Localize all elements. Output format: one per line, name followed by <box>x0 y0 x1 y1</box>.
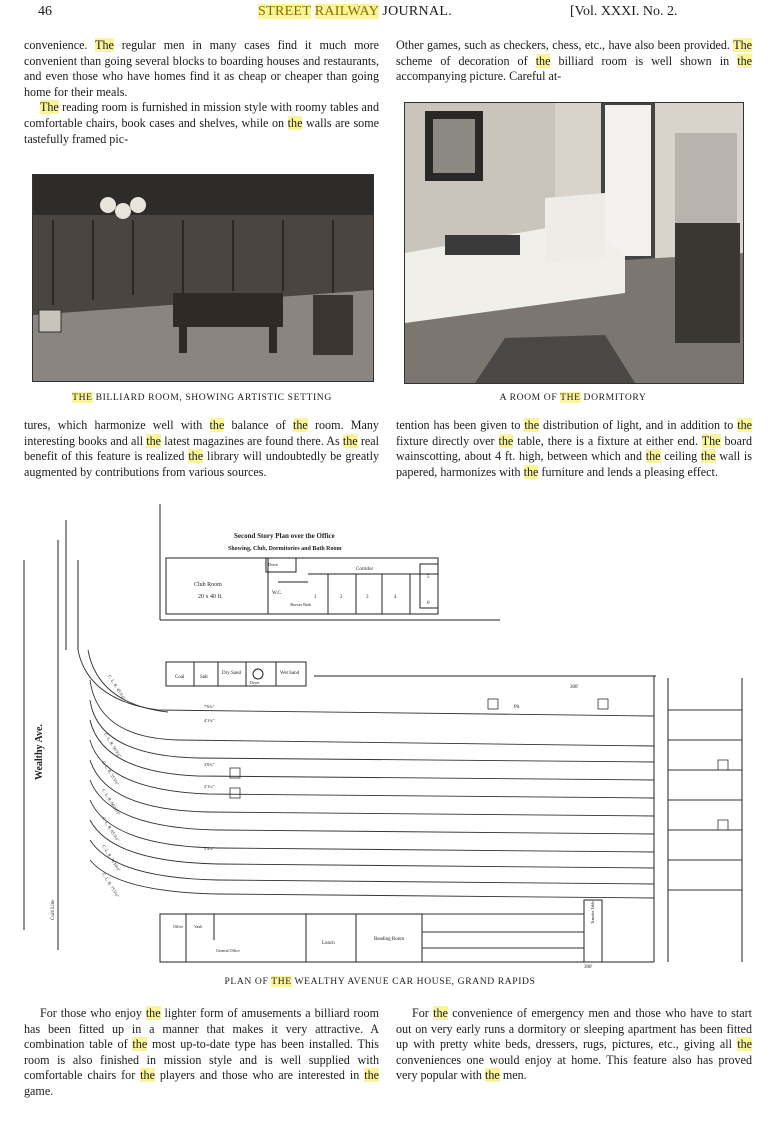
dorm-num: 1 <box>314 595 317 600</box>
volume-info: [Vol. XXXI. No. 2. <box>570 4 678 19</box>
dorm-num: 2 <box>340 595 343 600</box>
curve-label: C. L. R. 65'3½" <box>101 815 121 843</box>
paragraph: The reading room is furnished in mission style with roomy tables and comfortable chairs, book cases and shelves, while on the walls are some tastefully framed pic- <box>24 100 379 146</box>
paragraph: tention has been given to the distribution of light, and in addition to the fixture directly over the table, there is a fixture at either end. The board wainscotting, about 4 ft. high, between which and the ceiling the wall is papered, harmonizes with the furniture and lends a pleasing effect. <box>396 418 753 479</box>
column-left-top <box>24 38 379 147</box>
corridor-label: Corridor <box>356 567 374 572</box>
track-dim: 2'0¾" <box>204 762 215 767</box>
column-left-bottom <box>24 1006 379 1100</box>
club-room-label: Club Room <box>194 582 222 588</box>
club-room-dims: 20 x 40 ft. <box>198 594 223 600</box>
dorm-num: 3 <box>366 595 369 600</box>
lunch-label: Lunch <box>322 941 335 946</box>
column-left-middle <box>24 418 379 480</box>
curve-label: C. L. R. 60'11½" <box>101 787 122 817</box>
reading-room-label: Reading Room <box>374 937 405 942</box>
dim-300-top: 300' <box>570 685 579 690</box>
paragraph: For those who enjoy the lighter form of amusements a billiard room has been fitted up in a manner that makes it very attractive. A combination table of the most up-to-date type has been installed. This room is also finished in mission style and is well supplied with comfortable chairs for the players and those who are interested in the game. <box>24 1006 380 1098</box>
dim-300-bottom: 300' <box>584 965 593 970</box>
billiard-room-photo <box>32 174 374 382</box>
room-label: Dry Sand <box>222 671 242 676</box>
room-label: Salt <box>200 675 208 680</box>
paragraph: convenience. The regular men in many cases find it much more convenient than going several blocks to boarding houses and restaurants, and even those who have homes find it as cheap or cheaper than going home for their meals. <box>24 38 379 99</box>
track-dim: 2'1¼" <box>204 784 215 789</box>
curb-line-label: Curb Line <box>51 899 56 920</box>
curve-label: C. L. R. 75'3½" <box>101 871 121 899</box>
dorm-num: 5 <box>427 575 430 580</box>
paragraph: For the convenience of emergency men and those who have to start out on very early runs a dormitory or sleeping apartment has been fitted up with pretty white beds, dressers, rugs, pictures, etc., giving all the conveniences one would enjoy at home. This feature also has proved very popular with the men. <box>396 1006 752 1083</box>
general-office-label: General Office <box>216 948 240 953</box>
paragraph: Other games, such as checkers, chess, etc., have also been provided. The scheme of decoration of the billiard room is well shown in the accompanying picture. Careful at- <box>396 38 752 84</box>
dormitory-photo <box>404 102 744 384</box>
paragraph: tures, which harmonize well with the balance of the room. Many interesting books and all the latest magazines are found there. As the real benefit of this feature is realized the library will undoubtedly be greatly augmented by contributions from various sources. <box>24 418 379 479</box>
plan-caption: PLAN OF THE WEALTHY AVENUE CAR HOUSE, GRAND RAPIDS <box>224 976 536 987</box>
down-label: Down <box>268 562 278 567</box>
running-header <box>0 4 768 24</box>
room-label: Wet Sand <box>280 671 300 676</box>
room-label: Dryer <box>250 680 260 685</box>
column-right-middle <box>396 418 752 480</box>
car-house-plan <box>18 500 760 970</box>
billiard-room-illustration <box>33 175 373 381</box>
dorm-num: 6 <box>427 601 430 606</box>
column-right-top <box>396 38 752 85</box>
page-number: 46 <box>38 4 52 19</box>
vault-label: Vault <box>194 924 203 929</box>
wc-label: W.C. <box>272 591 283 596</box>
dormitory-caption: A ROOM OF THE DORMITORY <box>499 392 647 403</box>
dorm-num: 4 <box>394 595 397 600</box>
office-label: Office <box>173 924 184 929</box>
curve-label: C. L. R. 45'3½" <box>107 673 127 701</box>
track-dim: 7'6¾" <box>204 704 215 709</box>
plan-title: Second Story Plan over the Office <box>234 532 335 540</box>
transfer-table-label: Transfer Table <box>590 900 595 924</box>
street-label: Wealthy Ave. <box>34 724 45 780</box>
column-right-bottom <box>396 1006 752 1084</box>
track-dim: 4'1¾" <box>204 718 215 723</box>
billiard-caption: THE BILLIARD ROOM, SHOWING ARTISTIC SETTING <box>72 392 332 403</box>
curve-label: C. L. R. 70'10½" <box>101 843 122 873</box>
curve-label: C. L. R. 50'3½" <box>103 731 123 759</box>
track-dim: 5'4¼" <box>204 846 215 851</box>
room-label: Coal <box>175 675 185 680</box>
dormitory-illustration <box>405 103 743 383</box>
shower-label: Shower Bath <box>290 602 311 607</box>
journal-title: STREET RAILWAY JOURNAL. <box>258 4 453 19</box>
plan-subtitle: Showing, Club, Dormitories and Bath Room <box>228 546 342 552</box>
pit-label: Pit <box>514 705 520 710</box>
curve-label: C. L. R. 55'3½" <box>101 759 121 787</box>
